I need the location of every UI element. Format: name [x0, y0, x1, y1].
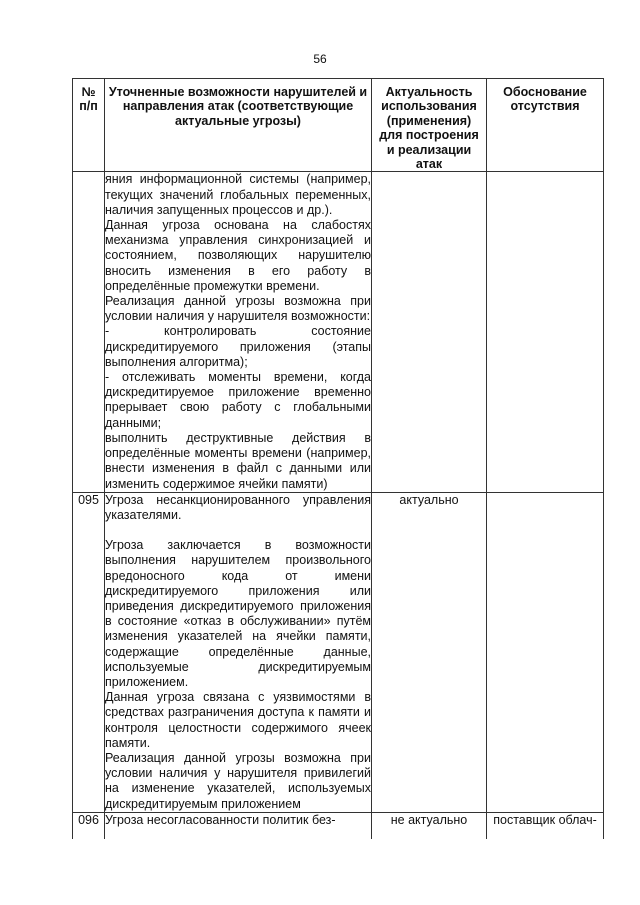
header-justification: Обоснование отсутствия	[487, 79, 604, 172]
row-num	[73, 172, 105, 492]
row-description	[105, 812, 372, 839]
row-actuality	[372, 172, 487, 492]
row-description	[105, 172, 372, 492]
row-num: 096	[73, 812, 105, 839]
row-description	[105, 492, 372, 812]
description-paragraph: Реализация данной угрозы возможна при условии наличия у нарушителя привилегий на изменение указателей, используемых дискредитируемым приложением	[105, 750, 371, 811]
description-paragraph: - контролировать состояние дискредитируемого приложения (этапы выполнения алгоритма);	[105, 324, 371, 369]
table-header-row	[73, 79, 604, 172]
threats-table	[72, 78, 604, 839]
description-paragraph: Данная угроза основана на слабостях механизма управления синхронизацией и состоянием, позволяющих нарушителю вносить изменения в его работу в определённые промежутки времени.	[105, 218, 371, 293]
header-num: № п/п	[73, 79, 105, 172]
table-row	[73, 172, 604, 492]
header-description: Уточненные возможности нарушителей и направления атак (соответствующие актуальные угрозы)	[105, 79, 372, 172]
description-paragraph: Угроза несанкционированного управления указателями.	[105, 492, 371, 522]
row-justification	[487, 172, 604, 492]
description-paragraph: - отслеживать моменты времени, когда дискредитируемое приложение временно прерывает свою работу с глобальными данными;	[105, 370, 371, 430]
row-actuality: актуально	[372, 492, 487, 812]
row-actuality: не актуально	[372, 812, 487, 839]
header-actuality: Актуальность использования (применения) для построения и реализации атак	[372, 79, 487, 172]
row-justification: поставщик облач-	[487, 812, 604, 839]
table-row	[73, 812, 604, 839]
description-paragraph: Угроза заключается в возможности выполнения нарушителем произвольного вредоносного кода от имени дискредитируемого приложения или приведения дискредитируемого приложения в состояние «отказ в обслуживании» путём изменения указателей на ячейки памяти, содержащие определённые данные, используемые дискредитируемым приложением.	[105, 538, 371, 689]
description-paragraph: яния информационной системы (например, текущих значений глобальных переменных, наличия запущенных процессов и др.).	[105, 172, 371, 217]
row-justification	[487, 492, 604, 812]
description-paragraph: Данная угроза связана с уязвимостями в средствах разграничения доступа к памяти и контроля целостности содержимого ячеек памяти.	[105, 690, 371, 750]
row-num: 095	[73, 492, 105, 812]
page-number: 56	[313, 52, 327, 66]
description-paragraph: Угроза несогласованности политик без-	[105, 812, 336, 827]
description-paragraph: выполнить деструктивные действия в определённые моменты времени (например, внести изменения в файл с данными или изменить содержимое ячейки памяти)	[105, 430, 371, 491]
table-row	[73, 492, 604, 812]
description-paragraph: Реализация данной угрозы возможна при условии наличия у нарушителя возможности:	[105, 294, 371, 324]
